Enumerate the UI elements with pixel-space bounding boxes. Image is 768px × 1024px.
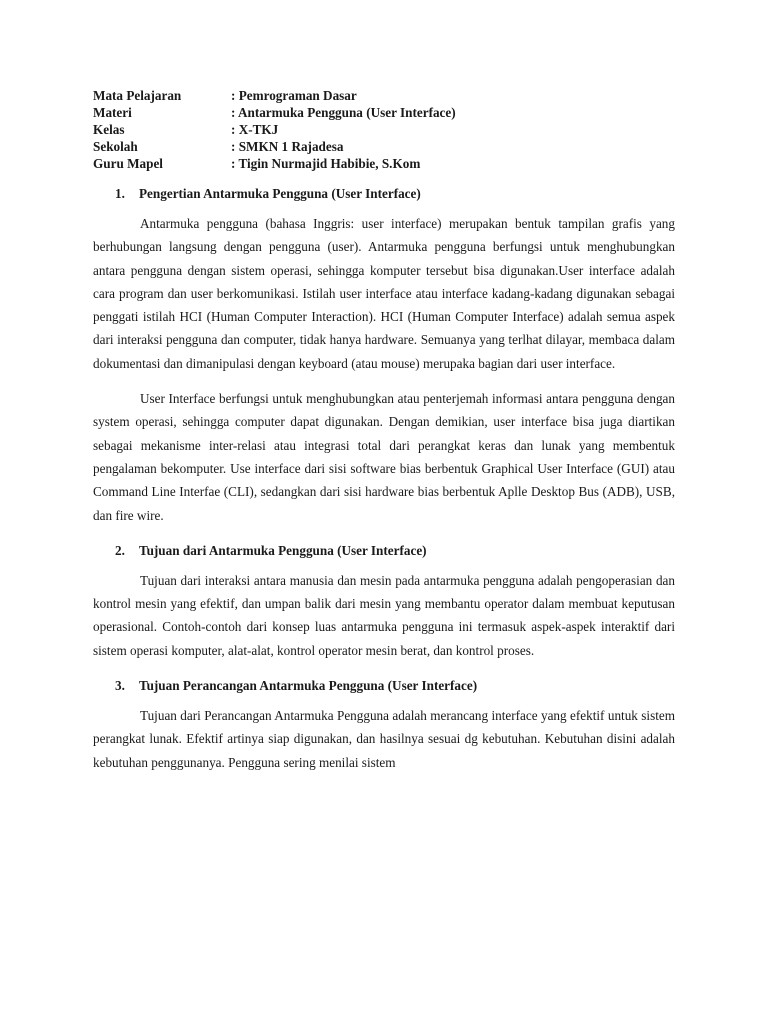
header-key: Kelas [93, 122, 125, 137]
section-definition [93, 184, 675, 527]
header-key: Mata Pelajaran [93, 88, 182, 103]
header-row-school [93, 138, 456, 155]
section-heading [93, 184, 675, 204]
header-key: Guru Mapel [93, 156, 163, 171]
paragraph: Tujuan dari Perancangan Antarmuka Pengguna adalah merancang interface yang efektif untuk sistem perangkat lunak. Efektif artinya siap digunakan, dan hasilnya sesuai dg kebutuhan. Kebutuhan disini adalah kebutuhan penggunanya. Pengguna sering menilai sistem [93, 708, 675, 770]
paragraph: User Interface berfungsi untuk menghubungkan atau penterjemah informasi antara pengguna dengan system operasi, sehingga computer dapat digunakan. Dengan demikian, user interface bisa juga diartikan sebagai mekanisme inter-relasi atau integrasi total dari perangkat keras dan lunak yang membentuk pengalaman bekomputer. Use interface dari sisi software bias berbentuk Graphical User Interface (GUI) atau Command Line Interfae (CLI), sedangkan dari sisi hardware bias berbentuk Aplle Desktop Bus (ADB), USB, dan fire wire. [93, 391, 675, 523]
header-value: : Tigin Nurmajid Habibie, S.Kom [231, 156, 421, 171]
section-number: 2. [115, 542, 125, 558]
section-number: 1. [115, 186, 125, 201]
header-value: : Antarmuka Pengguna (User Interface) [231, 105, 456, 120]
section-purpose [93, 541, 675, 662]
section-number: 3. [115, 678, 125, 694]
document-header [93, 87, 456, 172]
section-design-purpose [93, 676, 675, 774]
section-heading [93, 676, 675, 696]
header-value: : X-TKJ [231, 122, 279, 137]
section-title: Tujuan dari Antarmuka Pengguna (User Interface) [139, 542, 427, 558]
section-heading [93, 541, 675, 561]
paragraph: Tujuan dari interaksi antara manusia dan mesin pada antarmuka pengguna adalah pengoperasian dan kontrol mesin yang efektif, dan umpan balik dari mesin yang membantu operator dalam membuat keputusan operasional. Contoh-contoh dari konsep luas antarmuka pengguna ini termasuk aspek-aspek interaktif dari sistem operasi komputer, alat-alat, kontrol operator mesin berat, dan kontrol proses. [93, 572, 675, 658]
header-key: Materi [93, 105, 132, 120]
header-key: Sekolah [93, 139, 138, 154]
header-row-subject [93, 87, 456, 104]
header-row-teacher [93, 155, 456, 172]
header-value: : SMKN 1 Rajadesa [231, 139, 344, 154]
section-title: Pengertian Antarmuka Pengguna (User Interface) [139, 186, 421, 201]
header-value: : Pemrograman Dasar [231, 88, 357, 103]
section-title: Tujuan Perancangan Antarmuka Pengguna (User Interface) [139, 678, 478, 694]
paragraph: Antarmuka pengguna (bahasa Inggris: user interface) merupakan bentuk tampilan grafis yang berhubungan langsung dengan pengguna (user). Antarmuka pengguna berfungsi untuk menghubungkan antara pengguna dengan sistem operasi, sehingga komputer tersebut bisa digunakan.User interface adalah cara program dan user berkomunikasi. Istilah user interface atau interface kadang-kadang digunakan sebagai penggati istilah HCI (Human Computer Interaction). HCI (Human Computer Interface) adalah semua aspek dari interaksi pengguna dan computer, tidak hanya hardware. Semuanya yang terlhat dilayar, membaca dalam dokumentasi dan dimanipulasi dengan keyboard (atau mouse) merupaka bagian dari user interface. [93, 216, 675, 371]
header-row-material [93, 104, 456, 121]
header-row-class [93, 121, 456, 138]
